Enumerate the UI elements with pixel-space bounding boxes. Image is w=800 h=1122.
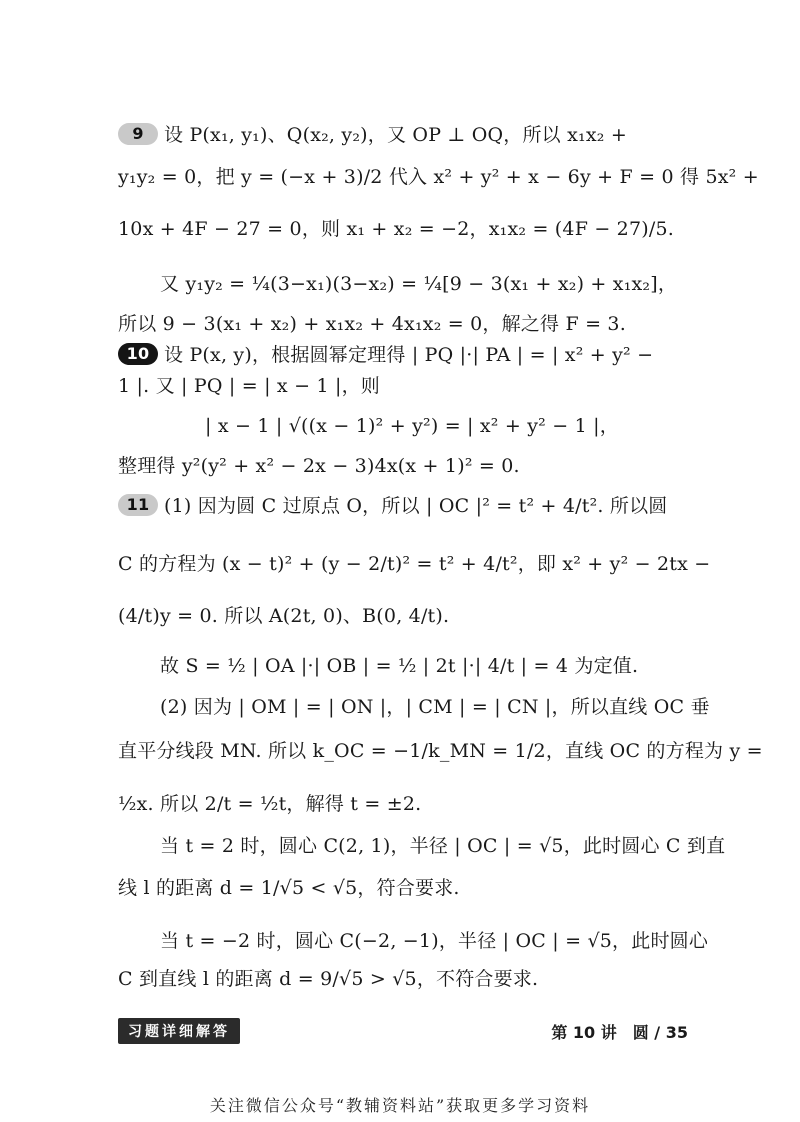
solution-11-text-1: (1) 因为圆 C 过原点 O，所以 | OC |² = t² + 4/t². 所以圆 (164, 495, 668, 517)
solution-11-line-11: C 到直线 l 的距离 d = 9/√5 > √5，不符合要求. (118, 968, 539, 990)
solution-10-line-1 (118, 341, 688, 369)
solution-11-line-7: ½x. 所以 2/t = ½t，解得 t = ±2. (118, 793, 422, 815)
solution-11-line-4: 故 S = ½ | OA |·| OB | = ½ | 2t |·| 4/t | = 4 为定值. (160, 655, 639, 677)
bottom-note: 关注微信公众号“教辅资料站”获取更多学习资料 (209, 1096, 591, 1115)
solution-11-line-1 (118, 492, 688, 520)
solution-11-line-9: 线 l 的距离 d = 1/√5 < √5，符合要求. (118, 877, 460, 899)
solution-9-line-5: 所以 9 − 3(x₁ + x₂) + x₁x₂ + 4x₁x₂ = 0，解之得 F = 3. (118, 313, 626, 335)
solution-9-text-1: 设 P(x₁, y₁)、Q(x₂, y₂)，又 OP ⊥ OQ，所以 x₁x₂ + (164, 124, 627, 146)
section-tag: 习题详细解答 (118, 1018, 240, 1044)
solution-10-line-2: 1 |. 又 | PQ | = | x − 1 |，则 (118, 375, 380, 397)
solution-11-line-5: (2) 因为 | OM | = | ON |，| CM | = | CN |，所以直线 OC 垂 (160, 696, 710, 718)
solution-9-line-2: y₁y₂ = 0，把 y = (−x + 3)/2 代入 x² + y² + x − 6y + F = 0 得 5x² + (118, 166, 759, 188)
solution-11-line-10: 当 t = −2 时，圆心 C(−2, −1)，半径 | OC | = √5，此时圆心 (160, 930, 709, 952)
solution-9-line-1 (118, 121, 688, 149)
solution-10-text-1: 设 P(x, y)，根据圆幂定理得 | PQ |·| PA | = | x² + y² − (164, 344, 654, 366)
solution-11-line-2: C 的方程为 (x − t)² + (y − 2/t)² = t² + 4/t²，即 x² + y² − 2tx − (118, 553, 711, 575)
solution-10-line-3: | x − 1 | √((x − 1)² + y²) = | x² + y² − 1 |， (205, 415, 619, 437)
solution-9-badge: 9 (118, 123, 158, 145)
solution-11-line-6: 直平分线段 MN. 所以 k_OC = −1/k_MN = 1/2，直线 OC 的方程为 y = (118, 740, 763, 762)
solution-11-line-3: (4/t)y = 0. 所以 A(2t, 0)、B(0, 4/t). (118, 605, 450, 627)
solution-10-line-4: 整理得 y²(y² + x² − 2x − 3)4x(x + 1)² = 0. (118, 455, 520, 477)
page-footer-chapter: 第 10 讲 圆 / 35 (551, 1023, 688, 1042)
solution-10-badge: 10 (118, 343, 158, 365)
solution-9-line-3: 10x + 4F − 27 = 0，则 x₁ + x₂ = −2，x₁x₂ = (4F − 27)/5. (118, 218, 675, 240)
solution-11-badge: 11 (118, 494, 158, 516)
solution-11-line-8: 当 t = 2 时，圆心 C(2, 1)，半径 | OC | = √5，此时圆心 C 到直 (160, 835, 726, 857)
solution-9-line-4: 又 y₁y₂ = ¼(3−x₁)(3−x₂) = ¼[9 − 3(x₁ + x₂) + x₁x₂]， (160, 273, 678, 295)
